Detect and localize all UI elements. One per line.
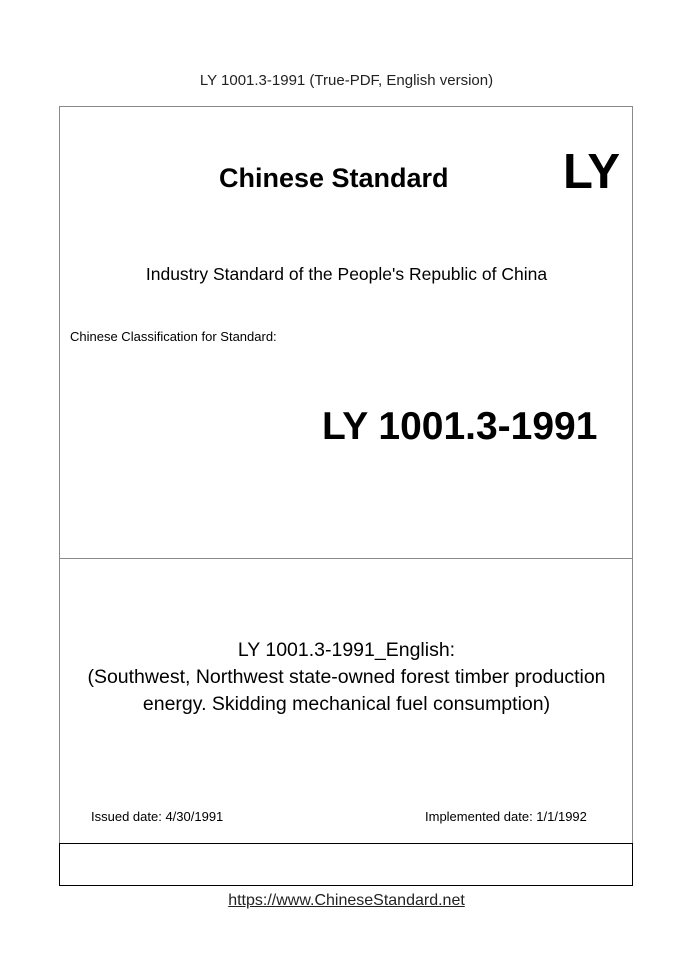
website-link[interactable]: https://www.ChineseStandard.net: [228, 892, 465, 909]
implemented-date: Implemented date: 1/1/1992: [425, 809, 587, 824]
issued-date: Issued date: 4/30/1991: [91, 809, 224, 824]
cover-heading: Chinese Standard: [219, 163, 449, 193]
cover-bottom-frame: [59, 843, 633, 886]
description-line-2: (Southwest, Northwest state-owned forest timber production: [87, 666, 606, 688]
footer: [0, 892, 693, 910]
description-line-3: energy. Skidding mechanical fuel consumption): [142, 693, 551, 715]
standard-number: LY 1001.3-1991: [322, 405, 598, 448]
standard-prefix-logo: LY: [563, 145, 620, 199]
industry-standard-line: Industry Standard of the People's Republic of China: [145, 264, 548, 284]
classification-label: Chinese Classification for Standard:: [70, 329, 277, 344]
standard-description: [0, 637, 693, 718]
document-header-title: LY 1001.3-1991 (True-PDF, English version): [199, 72, 494, 89]
description-line-1: LY 1001.3-1991_English:: [237, 639, 456, 661]
